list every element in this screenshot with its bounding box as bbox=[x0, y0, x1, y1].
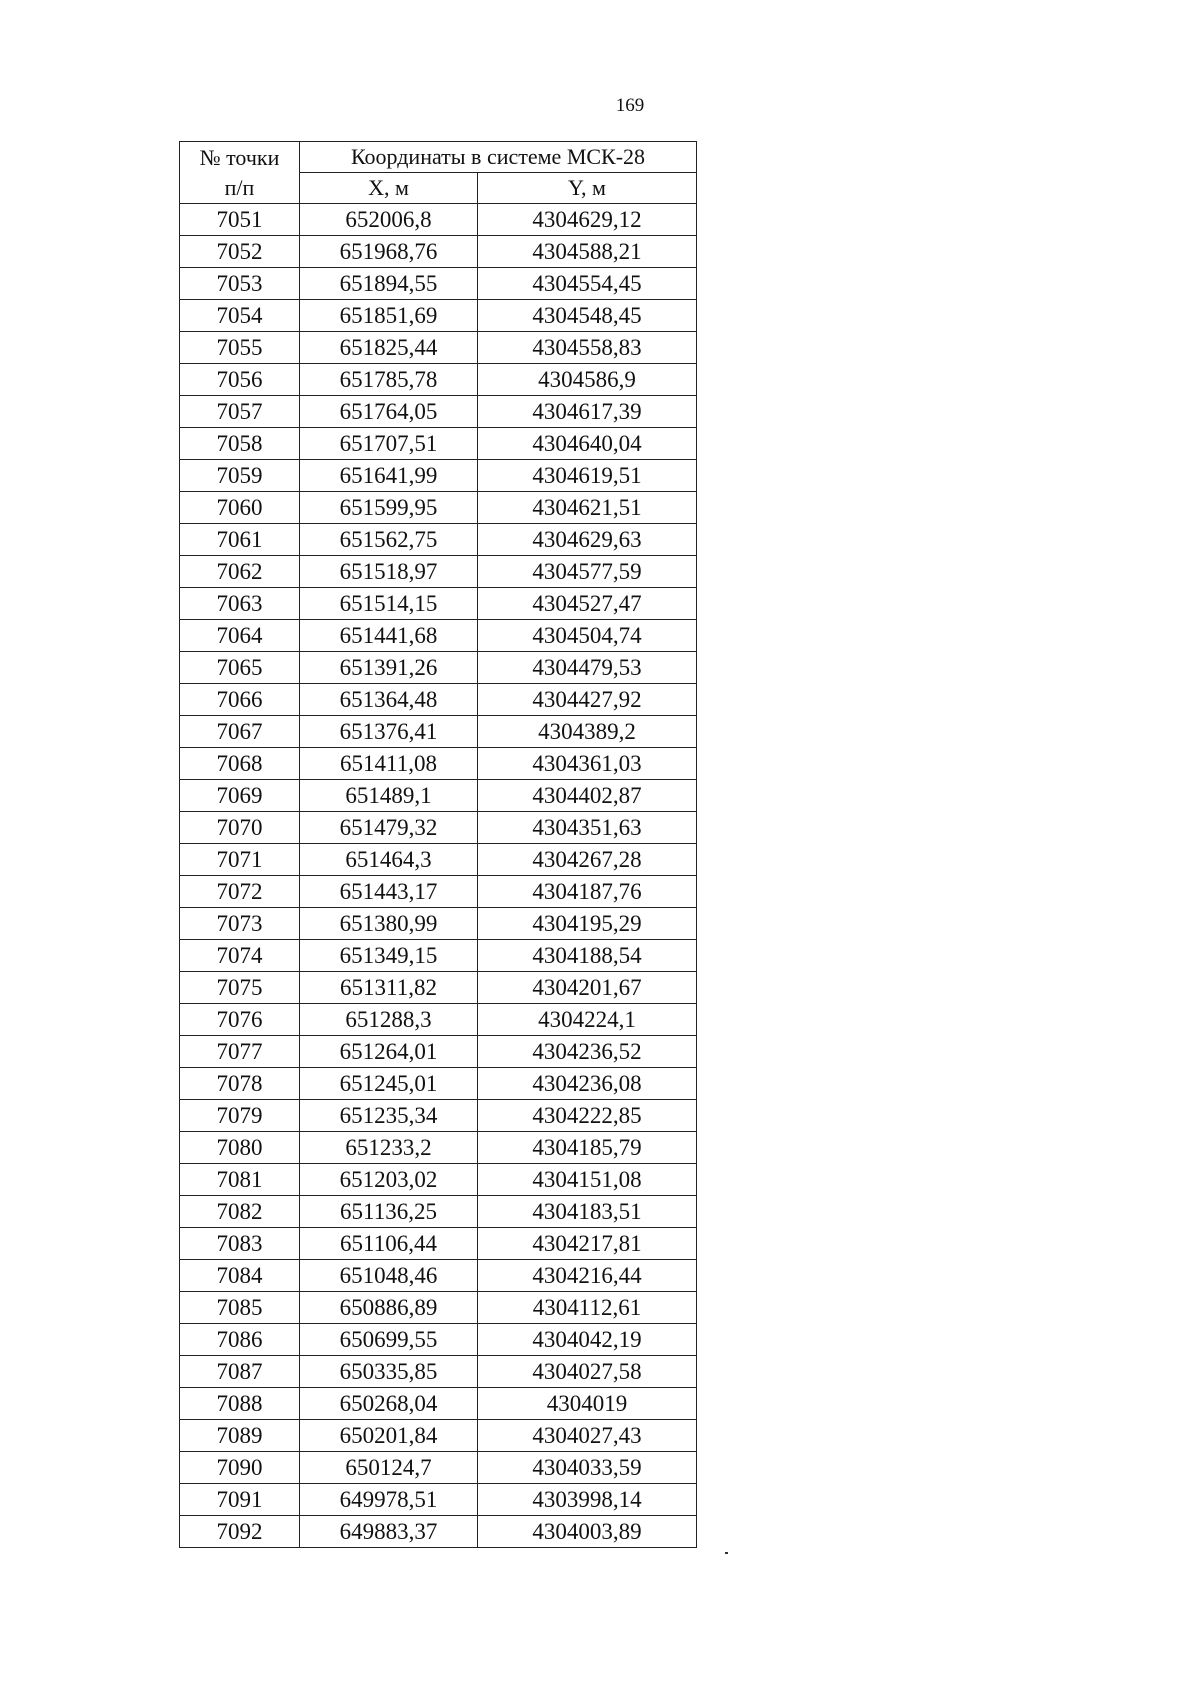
y-coordinate-cell: 4304402,87 bbox=[478, 780, 697, 812]
x-coordinate-cell: 651562,75 bbox=[300, 524, 478, 556]
y-coordinate-cell: 4304185,79 bbox=[478, 1132, 697, 1164]
point-number-cell: 7077 bbox=[180, 1036, 300, 1068]
table-row bbox=[180, 236, 697, 268]
y-coordinate-cell: 4304588,21 bbox=[478, 236, 697, 268]
x-coordinate-cell: 649883,37 bbox=[300, 1516, 478, 1548]
y-coordinate-cell: 4304216,44 bbox=[478, 1260, 697, 1292]
x-coordinate-cell: 651380,99 bbox=[300, 908, 478, 940]
x-coordinate-cell: 651245,01 bbox=[300, 1068, 478, 1100]
y-coordinate-cell: 4304361,03 bbox=[478, 748, 697, 780]
point-number-cell: 7092 bbox=[180, 1516, 300, 1548]
x-coordinate-cell: 651441,68 bbox=[300, 620, 478, 652]
y-coordinate-cell: 4304003,89 bbox=[478, 1516, 697, 1548]
table-row bbox=[180, 556, 697, 588]
point-number-cell: 7075 bbox=[180, 972, 300, 1004]
x-coordinate-cell: 650201,84 bbox=[300, 1420, 478, 1452]
y-coordinate-cell: 4304236,52 bbox=[478, 1036, 697, 1068]
table-row bbox=[180, 524, 697, 556]
table-row bbox=[180, 1292, 697, 1324]
table-row bbox=[180, 1228, 697, 1260]
point-number-cell: 7060 bbox=[180, 492, 300, 524]
x-coordinate-cell: 650886,89 bbox=[300, 1292, 478, 1324]
x-coordinate-cell: 651968,76 bbox=[300, 236, 478, 268]
y-coordinate-cell: 4304548,45 bbox=[478, 300, 697, 332]
page-number: 169 bbox=[615, 95, 645, 116]
table-row bbox=[180, 1164, 697, 1196]
x-coordinate-cell: 651311,82 bbox=[300, 972, 478, 1004]
point-number-cell: 7068 bbox=[180, 748, 300, 780]
table-row bbox=[180, 1100, 697, 1132]
x-coordinate-cell: 651203,02 bbox=[300, 1164, 478, 1196]
table-row bbox=[180, 908, 697, 940]
coordinates-system-header: Координаты в системе МСК-28 bbox=[300, 142, 697, 173]
y-coordinate-cell: 4304187,76 bbox=[478, 876, 697, 908]
point-number-cell: 7082 bbox=[180, 1196, 300, 1228]
y-coordinate-cell: 4304224,1 bbox=[478, 1004, 697, 1036]
point-number-header bbox=[180, 142, 300, 204]
point-number-cell: 7087 bbox=[180, 1356, 300, 1388]
table-row bbox=[180, 1004, 697, 1036]
x-coordinate-cell: 650335,85 bbox=[300, 1356, 478, 1388]
x-coordinate-cell: 651233,2 bbox=[300, 1132, 478, 1164]
y-coordinate-cell: 4304042,19 bbox=[478, 1324, 697, 1356]
x-coordinate-cell: 651825,44 bbox=[300, 332, 478, 364]
table-row bbox=[180, 428, 697, 460]
point-number-cell: 7072 bbox=[180, 876, 300, 908]
x-coordinate-cell: 651479,32 bbox=[300, 812, 478, 844]
x-coordinate-cell: 651785,78 bbox=[300, 364, 478, 396]
point-number-cell: 7073 bbox=[180, 908, 300, 940]
x-coordinate-cell: 651641,99 bbox=[300, 460, 478, 492]
table-row bbox=[180, 588, 697, 620]
y-coordinate-cell: 4304527,47 bbox=[478, 588, 697, 620]
y-coordinate-cell: 4304617,39 bbox=[478, 396, 697, 428]
table-row bbox=[180, 972, 697, 1004]
point-number-cell: 7055 bbox=[180, 332, 300, 364]
y-coordinate-cell: 4304389,2 bbox=[478, 716, 697, 748]
y-coordinate-cell: 4304019 bbox=[478, 1388, 697, 1420]
x-coordinate-cell: 651443,17 bbox=[300, 876, 478, 908]
x-coordinate-cell: 651376,41 bbox=[300, 716, 478, 748]
table-row bbox=[180, 204, 697, 236]
table-row bbox=[180, 748, 697, 780]
point-number-cell: 7069 bbox=[180, 780, 300, 812]
y-coordinate-cell: 4304236,08 bbox=[478, 1068, 697, 1100]
point-number-cell: 7066 bbox=[180, 684, 300, 716]
y-coordinate-cell: 4303998,14 bbox=[478, 1484, 697, 1516]
x-coordinate-cell: 651411,08 bbox=[300, 748, 478, 780]
x-coordinate-cell: 651518,97 bbox=[300, 556, 478, 588]
point-number-cell: 7052 bbox=[180, 236, 300, 268]
y-coordinate-cell: 4304577,59 bbox=[478, 556, 697, 588]
table-row bbox=[180, 844, 697, 876]
point-number-cell: 7071 bbox=[180, 844, 300, 876]
point-number-cell: 7054 bbox=[180, 300, 300, 332]
y-coordinate-cell: 4304558,83 bbox=[478, 332, 697, 364]
y-coordinate-cell: 4304151,08 bbox=[478, 1164, 697, 1196]
y-coordinate-cell: 4304640,04 bbox=[478, 428, 697, 460]
point-number-cell: 7059 bbox=[180, 460, 300, 492]
table-body bbox=[180, 204, 697, 1548]
x-coordinate-cell: 651364,48 bbox=[300, 684, 478, 716]
table-row bbox=[180, 1260, 697, 1292]
y-column-header: Y, м bbox=[478, 173, 697, 204]
y-coordinate-cell: 4304267,28 bbox=[478, 844, 697, 876]
table-header bbox=[180, 142, 697, 204]
table-row bbox=[180, 1068, 697, 1100]
table-row bbox=[180, 364, 697, 396]
x-coordinate-cell: 651235,34 bbox=[300, 1100, 478, 1132]
x-coordinate-cell: 649978,51 bbox=[300, 1484, 478, 1516]
table-row bbox=[180, 684, 697, 716]
x-coordinate-cell: 651106,44 bbox=[300, 1228, 478, 1260]
point-number-cell: 7078 bbox=[180, 1068, 300, 1100]
x-coordinate-cell: 651489,1 bbox=[300, 780, 478, 812]
x-coordinate-cell: 651136,25 bbox=[300, 1196, 478, 1228]
x-coordinate-cell: 651464,3 bbox=[300, 844, 478, 876]
x-coordinate-cell: 651599,95 bbox=[300, 492, 478, 524]
table-row bbox=[180, 780, 697, 812]
table-row bbox=[180, 1420, 697, 1452]
point-number-cell: 7070 bbox=[180, 812, 300, 844]
x-coordinate-cell: 651391,26 bbox=[300, 652, 478, 684]
point-number-cell: 7067 bbox=[180, 716, 300, 748]
table-row bbox=[180, 460, 697, 492]
table-row bbox=[180, 1132, 697, 1164]
point-number-cell: 7074 bbox=[180, 940, 300, 972]
x-coordinate-cell: 651288,3 bbox=[300, 1004, 478, 1036]
point-number-cell: 7080 bbox=[180, 1132, 300, 1164]
point-number-header-line2: п/п bbox=[224, 174, 255, 200]
point-number-cell: 7083 bbox=[180, 1228, 300, 1260]
point-number-cell: 7081 bbox=[180, 1164, 300, 1196]
point-number-cell: 7089 bbox=[180, 1420, 300, 1452]
table-row bbox=[180, 876, 697, 908]
x-coordinate-cell: 650699,55 bbox=[300, 1324, 478, 1356]
x-coordinate-cell: 650268,04 bbox=[300, 1388, 478, 1420]
y-coordinate-cell: 4304195,29 bbox=[478, 908, 697, 940]
point-number-cell: 7065 bbox=[180, 652, 300, 684]
point-number-cell: 7057 bbox=[180, 396, 300, 428]
y-coordinate-cell: 4304629,63 bbox=[478, 524, 697, 556]
table-row bbox=[180, 332, 697, 364]
y-coordinate-cell: 4304217,81 bbox=[478, 1228, 697, 1260]
table-row bbox=[180, 812, 697, 844]
table-row bbox=[180, 396, 697, 428]
point-number-cell: 7053 bbox=[180, 268, 300, 300]
y-coordinate-cell: 4304479,53 bbox=[478, 652, 697, 684]
point-number-cell: 7062 bbox=[180, 556, 300, 588]
y-coordinate-cell: 4304586,9 bbox=[478, 364, 697, 396]
point-number-cell: 7085 bbox=[180, 1292, 300, 1324]
point-number-cell: 7088 bbox=[180, 1388, 300, 1420]
point-number-cell: 7064 bbox=[180, 620, 300, 652]
y-coordinate-cell: 4304183,51 bbox=[478, 1196, 697, 1228]
point-number-cell: 7090 bbox=[180, 1452, 300, 1484]
point-number-cell: 7086 bbox=[180, 1324, 300, 1356]
table-row bbox=[180, 1452, 697, 1484]
point-number-cell: 7056 bbox=[180, 364, 300, 396]
x-coordinate-cell: 651048,46 bbox=[300, 1260, 478, 1292]
y-coordinate-cell: 4304554,45 bbox=[478, 268, 697, 300]
y-coordinate-cell: 4304027,43 bbox=[478, 1420, 697, 1452]
x-coordinate-cell: 650124,7 bbox=[300, 1452, 478, 1484]
point-number-cell: 7076 bbox=[180, 1004, 300, 1036]
table-row bbox=[180, 1484, 697, 1516]
y-coordinate-cell: 4304504,74 bbox=[478, 620, 697, 652]
x-coordinate-cell: 651764,05 bbox=[300, 396, 478, 428]
table-row bbox=[180, 1516, 697, 1548]
point-number-cell: 7079 bbox=[180, 1100, 300, 1132]
x-coordinate-cell: 651894,55 bbox=[300, 268, 478, 300]
x-coordinate-cell: 651264,01 bbox=[300, 1036, 478, 1068]
point-number-cell: 7051 bbox=[180, 204, 300, 236]
x-coordinate-cell: 652006,8 bbox=[300, 204, 478, 236]
x-coordinate-cell: 651349,15 bbox=[300, 940, 478, 972]
point-number-cell: 7061 bbox=[180, 524, 300, 556]
table-row bbox=[180, 940, 697, 972]
y-coordinate-cell: 4304201,67 bbox=[478, 972, 697, 1004]
y-coordinate-cell: 4304351,63 bbox=[478, 812, 697, 844]
table-row bbox=[180, 716, 697, 748]
y-coordinate-cell: 4304621,51 bbox=[478, 492, 697, 524]
x-column-header: X, м bbox=[300, 173, 478, 204]
y-coordinate-cell: 4304222,85 bbox=[478, 1100, 697, 1132]
y-coordinate-cell: 4304033,59 bbox=[478, 1452, 697, 1484]
y-coordinate-cell: 4304112,61 bbox=[478, 1292, 697, 1324]
table-row bbox=[180, 620, 697, 652]
y-coordinate-cell: 4304027,58 bbox=[478, 1356, 697, 1388]
point-number-cell: 7063 bbox=[180, 588, 300, 620]
point-number-cell: 7084 bbox=[180, 1260, 300, 1292]
table-row bbox=[180, 1388, 697, 1420]
y-coordinate-cell: 4304188,54 bbox=[478, 940, 697, 972]
y-coordinate-cell: 4304629,12 bbox=[478, 204, 697, 236]
table-row bbox=[180, 492, 697, 524]
table-row bbox=[180, 652, 697, 684]
table-row bbox=[180, 1356, 697, 1388]
table-row bbox=[180, 300, 697, 332]
table-row bbox=[180, 1324, 697, 1356]
point-number-cell: 7058 bbox=[180, 428, 300, 460]
x-coordinate-cell: 651851,69 bbox=[300, 300, 478, 332]
table-row bbox=[180, 268, 697, 300]
point-number-header-line1: № точки bbox=[199, 144, 280, 170]
x-coordinate-cell: 651707,51 bbox=[300, 428, 478, 460]
table-row bbox=[180, 1196, 697, 1228]
point-number-cell: 7091 bbox=[180, 1484, 300, 1516]
x-coordinate-cell: 651514,15 bbox=[300, 588, 478, 620]
scan-speck bbox=[725, 1552, 728, 1554]
y-coordinate-cell: 4304427,92 bbox=[478, 684, 697, 716]
y-coordinate-cell: 4304619,51 bbox=[478, 460, 697, 492]
coordinates-table bbox=[179, 141, 697, 1548]
table-row bbox=[180, 1036, 697, 1068]
